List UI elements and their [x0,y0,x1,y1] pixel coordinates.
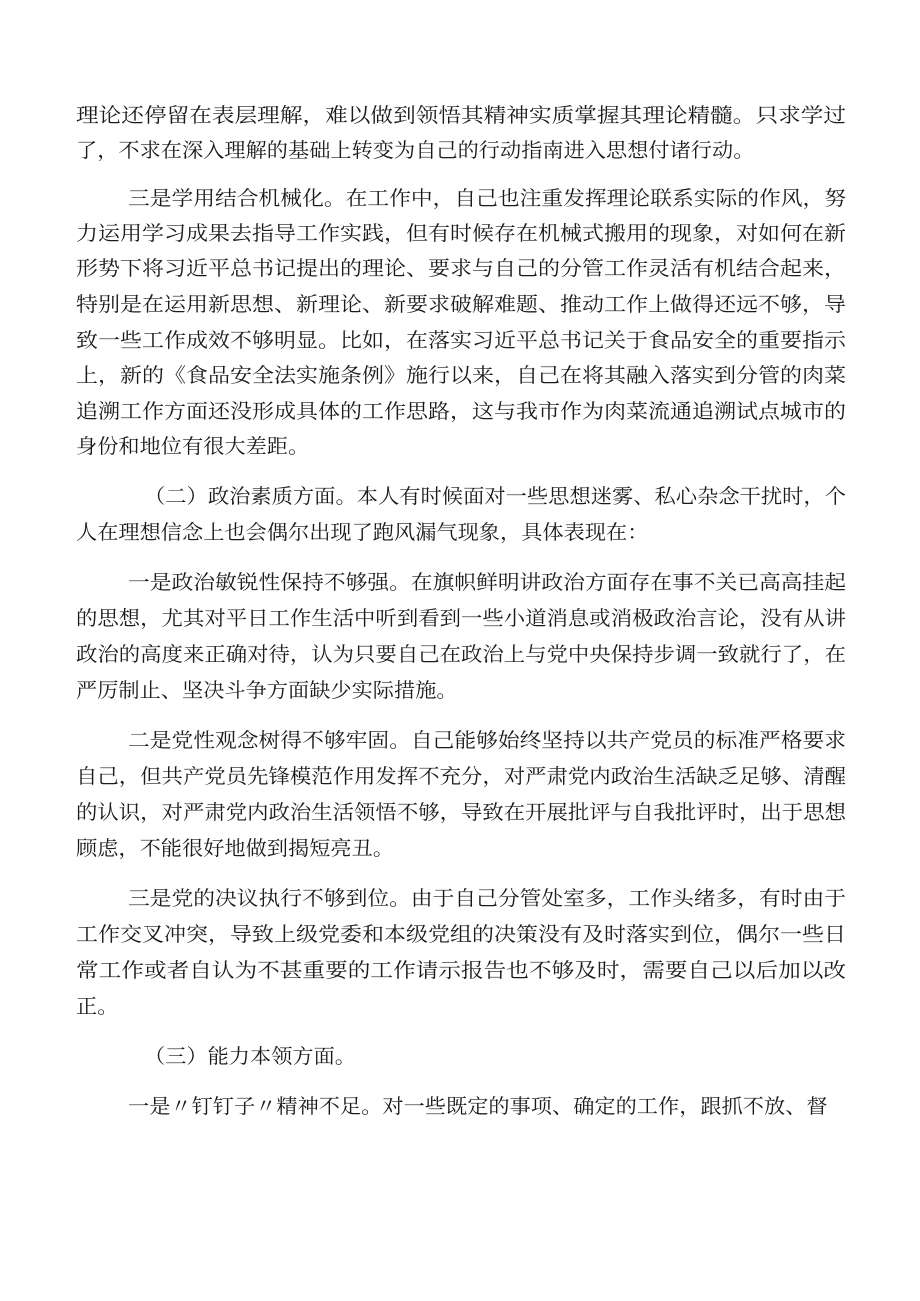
text-line: 自己，但共产党员先锋模范作用发挥不充分，对严肃党内政治生活缺乏足够、清醒 [76,764,846,788]
text-line: 形势下将习近平总书记提出的理论、要求与自己的分管工作灵活有机结合起来， [76,256,846,280]
text-line: 的思想，尤其对平日工作生活中听到看到一些小道消息或消极政治言论，没有从讲 [76,606,846,630]
text-line: 人在理想信念上也会偶尔出现了跑风漏气现象，具体表现在： [76,520,649,544]
text-line: 工作交叉冲突，导致上级党委和本级党组的决策没有及时落实到位，偶尔一些日 [76,922,846,946]
text-line: 三是党的决议执行不够到位。由于自己分管处室多，工作头绪多，有时由于 [128,886,847,910]
text-line: 的认识，对严肃党内政治生活领悟不够，导致在开展批评与自我批评时，出于思想 [76,800,846,824]
text-line: 二是党性观念树得不够牢固。自己能够始终坚持以共产党员的标准严格要求 [128,728,847,752]
text-line: （三）能力本领方面。 [144,1044,356,1068]
text-line: 政治的高度来正确对待，认为只要自己在政治上与党中央保持步调一致就行了，在 [76,642,846,666]
text-line: 三是学用结合机械化。在工作中，自己也注重发挥理论联系实际的作风，努 [128,186,847,210]
text-line: 追溯工作方面还没形成具体的工作思路，这与我市作为肉菜流通追溯试点城市的 [76,399,846,423]
text-line: 理论还停留在表层理解，难以做到领悟其精神实质掌握其理论精髓。只求学过 [76,103,847,127]
text-line: （二）政治素质方面。本人有时候面对一些思想迷雾、私心杂念干扰时，个 [144,484,846,508]
text-line: 一是政治敏锐性保持不够强。在旗帜鲜明讲政治方面存在事不关已高高挂起 [128,570,847,594]
text-line: 力运用学习成果去指导工作实践，但有时候存在机械式搬用的现象，对如何在新 [76,221,846,245]
text-line: 正。 [76,994,119,1018]
text-line: 特别是在运用新思想、新理论、新要求破解难题、推动工作上做得还远不够，导 [76,292,846,316]
text-line: 严厉制止、坚决斗争方面缺少实际措施。 [76,678,458,702]
text-line: 上，新的《食品安全法实施条例》施行以来，自己在将其融入落实到分管的肉菜 [76,363,846,387]
text-line: 一是〃钉钉子〃精神不足。对一些既定的事项、确定的工作，跟抓不放、督 [128,1094,828,1118]
text-line: 身份和地位有很大差距。 [76,434,310,458]
text-line: 致一些工作成效不够明显。比如，在落实习近平总书记关于食品安全的重要指示 [76,328,846,352]
text-line: 常工作或者自认为不甚重要的工作请示报告也不够及时，需要自己以后加以改 [76,958,847,982]
text-line: 顾虑，不能很好地做到揭短亮丑。 [76,836,394,860]
text-line: 了，不求在深入理解的基础上转变为自己的行动指南进入思想付诸行动。 [76,138,755,162]
